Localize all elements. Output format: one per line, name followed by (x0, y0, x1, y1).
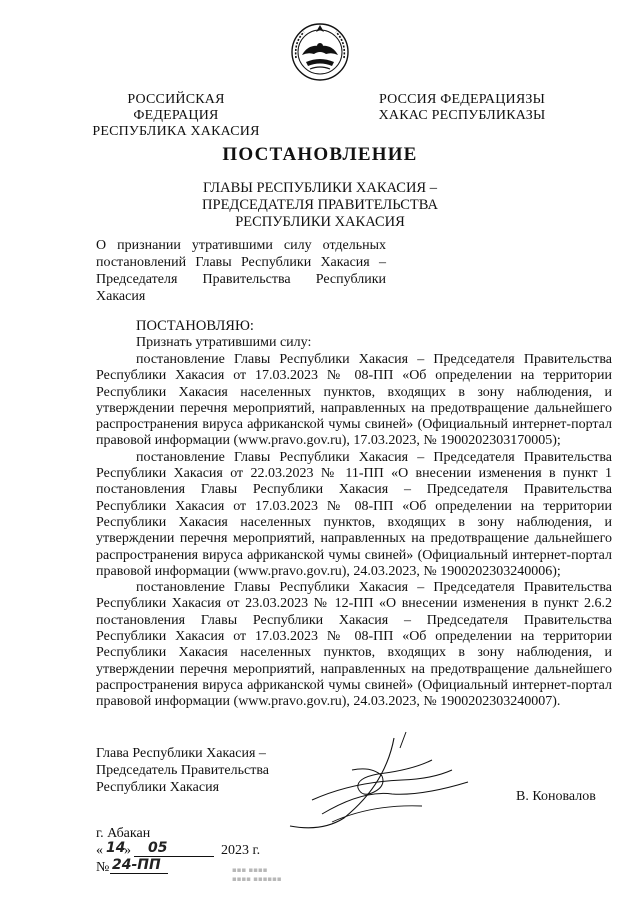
decree-item-1: постановление Главы Республики Хакасия – Председателя Правительства Республики Хакасия от 17.03.2023 № 08-ПП «Об определении на территории Республики Хакасия населенных пунктов, входящих в зону наблюдения, и утверждении перечня мероприятий, направленных на предотвращение дальнейшего распространения вируса африканской чумы свиней» (Официальный интернет-портал правовой информации (www.pravo.gov.ru), 17.03.2023, № 1900202303170005); (96, 352, 612, 449)
subtitle-line1: ГЛАВЫ РЕСПУБЛИКИ ХАКАСИЯ – (203, 180, 437, 196)
header-left-line1: РОССИЙСКАЯ ФЕДЕРАЦИЯ (127, 92, 225, 123)
signatory-position-line3: Республики Хакасия (96, 780, 220, 795)
faint-stamp-mark: ▪▪▪ ▪▪▪▪ ▪▪▪▪ ▪▪▪▪▪▪ (232, 866, 282, 883)
date-year: 2023 г. (221, 843, 261, 858)
signatory-name: В. Коновалов (516, 789, 596, 804)
document-subject: О признании утратившими силу отдельных постановлений Главы Республики Хакасия – Председателя Правительства Республики Хакасия (96, 238, 386, 304)
date-month: 05 (148, 840, 168, 856)
document-title: ПОСТАНОВЛЕНИЕ (222, 144, 418, 165)
date-day: 14 (106, 840, 126, 856)
header-left (88, 92, 264, 140)
header-left-line2: РЕСПУБЛИКА ХАКАСИЯ (92, 124, 260, 139)
decree-heading: ПОСТАНОВЛЯЮ: (136, 318, 254, 334)
header-right-line2: ХАКАС РЕСПУБЛИКАЗЫ (378, 108, 546, 123)
date-open-quote: « (96, 843, 103, 858)
number-line (96, 859, 216, 876)
city: г. Абакан (96, 826, 151, 841)
subtitle-line3: РЕСПУБЛИКИ ХАКАСИЯ (235, 214, 405, 230)
decree-item-3: постановление Главы Республики Хакасия – Председателя Правительства Республики Хакасия от 23.03.2023 № 12-ПП «О внесении изменения в пункт 2.6.2 постановления Главы Республики Хакасия – Председателя Правительства Республики Хакасия от 17.03.2023 № 08-ПП «Об определении на территории Республики Хакасия населенных пунктов, входящих в зону наблюдения, и утверждении перечня мероприятий, направленных на предотвращение дальнейшего распространения вируса африканской чумы свиней» (Официальный интернет-портал правовой информации (www.pravo.gov.ru), 24.03.2023, № 1900202303240007). (96, 580, 612, 710)
header-right (374, 92, 550, 124)
subtitle-line2: ПРЕДСЕДАТЕЛЯ ПРАВИТЕЛЬСТВА (202, 197, 438, 213)
decree-item-2: постановление Главы Республики Хакасия – Председателя Правительства Республики Хакасия от 22.03.2023 № 11-ПП «О внесении изменения в пункт 1 постановления Главы Республики Хакасия – Председателя Правительства Республики Хакасия от 17.03.2023 № 08-ПП «Об определении на территории Республики Хакасия населенных пунктов, входящих в зону наблюдения, и утверждении перечня мероприятий, направленных на предотвращение дальнейшего распространения вируса африканской чумы свиней» (Официальный интернет-портал правовой информации (www.pravo.gov.ru), 24.03.2023, № 1900202303240006); (96, 449, 612, 579)
document-subtitle (150, 180, 490, 231)
date-close-quote: » (124, 843, 131, 858)
signatory-position (96, 745, 269, 796)
document-number: 24-ПП (112, 857, 161, 873)
number-prefix: № (96, 860, 110, 875)
header-right-line1: РОССИЯ ФЕДЕРАЦИЯЗЫ (378, 92, 546, 107)
signatory-position-line2: Председатель Правительства (96, 763, 269, 778)
coat-of-arms-emblem (290, 22, 350, 82)
number-underline (110, 873, 168, 874)
handwritten-signature (282, 730, 482, 840)
decree-items (96, 352, 612, 711)
decree-intro: Признать утратившими силу: (136, 335, 312, 350)
signatory-position-line1: Глава Республики Хакасия – (96, 746, 266, 761)
